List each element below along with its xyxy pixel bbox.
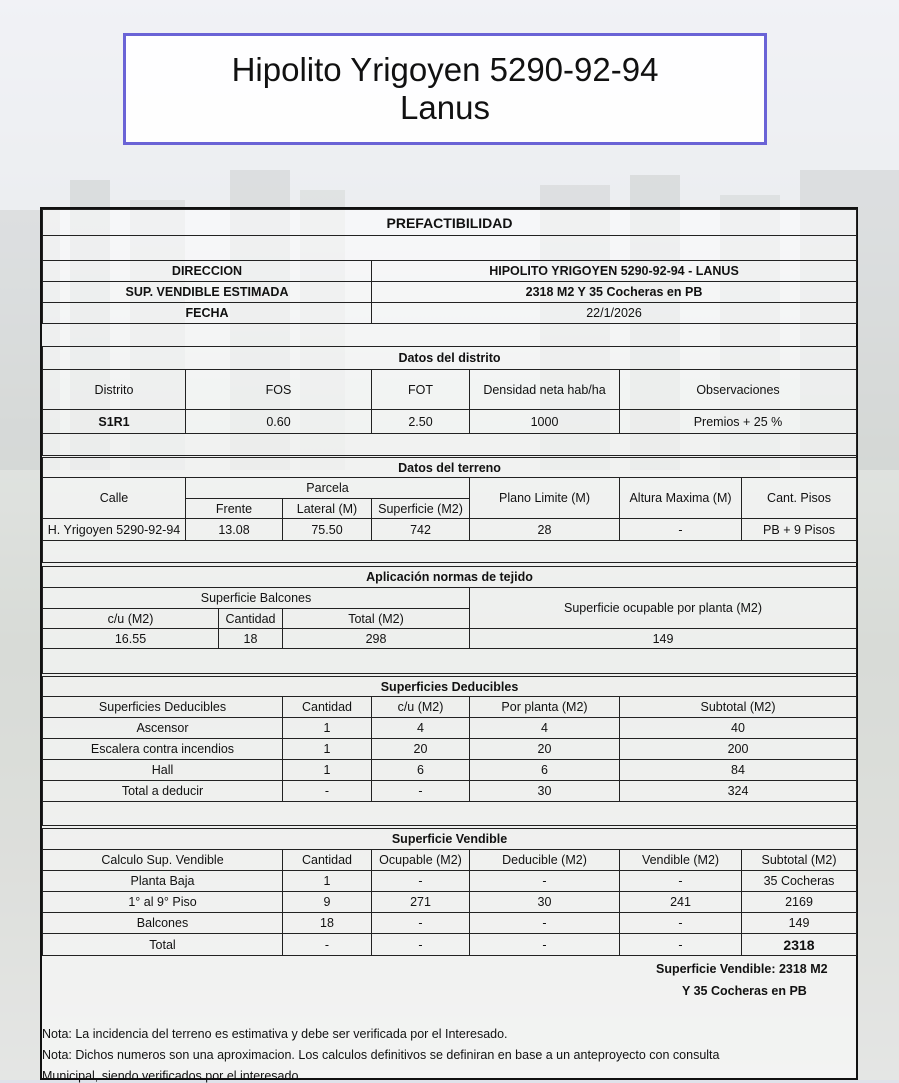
cell: 1 xyxy=(283,739,372,760)
terreno-table xyxy=(42,457,857,563)
col-header: Cantidad xyxy=(283,697,372,718)
spacer-row xyxy=(43,541,857,563)
col-header: c/u (M2) xyxy=(372,697,470,718)
cell: - xyxy=(372,934,470,956)
cell: 6 xyxy=(372,760,470,781)
cell: Balcones xyxy=(43,913,283,934)
cell: S1R1 xyxy=(43,410,186,434)
cell: Ascensor xyxy=(43,718,283,739)
spacer-row xyxy=(43,649,857,674)
title-line-2: Lanus xyxy=(400,89,490,126)
cell: 149 xyxy=(742,913,857,934)
tejido-title: Aplicación normas de tejido xyxy=(43,567,857,588)
cell: - xyxy=(283,934,372,956)
table-row xyxy=(43,781,857,802)
col-header: Plano Limite (M) xyxy=(470,478,620,519)
col-header: Distrito xyxy=(43,370,186,410)
col-header: Cantidad xyxy=(219,609,283,629)
cell: Escalera contra incendios xyxy=(43,739,283,760)
cell: - xyxy=(470,871,620,892)
info-value: HIPOLITO YRIGOYEN 5290-92-94 - LANUS xyxy=(372,261,857,282)
info-label: FECHA xyxy=(43,303,372,324)
table-row xyxy=(43,934,857,956)
cell: 241 xyxy=(620,892,742,913)
col-header: FOS xyxy=(186,370,372,410)
col-header: Total (M2) xyxy=(283,609,470,629)
terreno-title: Datos del terreno xyxy=(43,458,857,478)
cell: - xyxy=(620,871,742,892)
cell: 75.50 xyxy=(283,519,372,541)
col-header: Calle xyxy=(43,478,186,519)
table-row xyxy=(43,871,857,892)
table-row xyxy=(43,913,857,934)
cell: - xyxy=(283,781,372,802)
vendible-table xyxy=(42,828,857,956)
col-header: Superficie (M2) xyxy=(372,499,470,519)
cell: - xyxy=(372,913,470,934)
col-header: Superficie ocupable por planta (M2) xyxy=(470,588,857,629)
cell: Total a deducir xyxy=(43,781,283,802)
cell: 2169 xyxy=(742,892,857,913)
distrito-table xyxy=(42,346,857,456)
table-row xyxy=(43,892,857,913)
cell: 324 xyxy=(620,781,857,802)
col-header: Por planta (M2) xyxy=(470,697,620,718)
info-table xyxy=(42,209,857,324)
cell: 1° al 9° Piso xyxy=(43,892,283,913)
cell: 0.60 xyxy=(186,410,372,434)
cell: - xyxy=(620,913,742,934)
cell: - xyxy=(620,934,742,956)
cell: 1 xyxy=(283,760,372,781)
cell: 149 xyxy=(470,629,857,649)
spacer-row xyxy=(43,236,857,261)
note-2: Nota: Dichos numeros son una aproximacion. Los calculos definitivos se definiran en base a un anteproyecto con consulta xyxy=(42,1048,720,1062)
cell: 742 xyxy=(372,519,470,541)
deducibles-table xyxy=(42,676,857,826)
info-value: 22/1/2026 xyxy=(372,303,857,324)
col-header: Frente xyxy=(186,499,283,519)
cell: 13.08 xyxy=(186,519,283,541)
cell: 35 Cocheras xyxy=(742,871,857,892)
cell: 2318 xyxy=(742,934,857,956)
cell: - xyxy=(372,871,470,892)
col-header: Parcela xyxy=(186,478,470,499)
cell: 30 xyxy=(470,781,620,802)
cell: 271 xyxy=(372,892,470,913)
col-header: Deducible (M2) xyxy=(470,850,620,871)
note-3: Municipal, siendo verificados por el interesado. xyxy=(42,1069,302,1083)
info-label: SUP. VENDIBLE ESTIMADA xyxy=(43,282,372,303)
cell: 6 xyxy=(470,760,620,781)
table-row xyxy=(43,760,857,781)
cell: Hall xyxy=(43,760,283,781)
cell: - xyxy=(470,913,620,934)
table-row xyxy=(43,718,857,739)
cell: 200 xyxy=(620,739,857,760)
distrito-title: Datos del distrito xyxy=(43,347,857,370)
cell: 20 xyxy=(372,739,470,760)
cell: 84 xyxy=(620,760,857,781)
col-header: Cantidad xyxy=(283,850,372,871)
cell: 18 xyxy=(219,629,283,649)
col-header: Ocupable (M2) xyxy=(372,850,470,871)
cell: - xyxy=(620,519,742,541)
vendible-title: Superficie Vendible xyxy=(43,829,857,850)
sheet-heading: PREFACTIBILIDAD xyxy=(43,210,857,236)
title-line-1: Hipolito Yrigoyen 5290-92-94 xyxy=(231,51,659,88)
cell: 18 xyxy=(283,913,372,934)
cell: H. Yrigoyen 5290-92-94 xyxy=(43,519,186,541)
cell: 16.55 xyxy=(43,629,219,649)
col-header: Subtotal (M2) xyxy=(620,697,857,718)
deducibles-title: Superficies Deducibles xyxy=(43,677,857,697)
col-header: Observaciones xyxy=(620,370,857,410)
title-box xyxy=(123,33,767,145)
info-value: 2318 M2 Y 35 Cocheras en PB xyxy=(372,282,857,303)
col-header: Superficie Balcones xyxy=(43,588,470,609)
prefactibilidad-sheet xyxy=(40,207,858,1083)
spacer-row xyxy=(43,802,857,826)
cell: 4 xyxy=(372,718,470,739)
col-header: Cant. Pisos xyxy=(742,478,857,519)
col-header: Altura Maxima (M) xyxy=(620,478,742,519)
cell: Planta Baja xyxy=(43,871,283,892)
spacer-row xyxy=(43,434,857,456)
col-header: Densidad neta hab/ha xyxy=(470,370,620,410)
cell: 30 xyxy=(470,892,620,913)
cell: - xyxy=(470,934,620,956)
cell: Premios + 25 % xyxy=(620,410,857,434)
tejido-table xyxy=(42,566,857,674)
col-header: Lateral (M) xyxy=(283,499,372,519)
info-row xyxy=(43,282,857,303)
col-header: Calculo Sup. Vendible xyxy=(43,850,283,871)
cell: 1 xyxy=(283,871,372,892)
info-row xyxy=(43,261,857,282)
col-header: Vendible (M2) xyxy=(620,850,742,871)
cell: 298 xyxy=(283,629,470,649)
col-header: Subtotal (M2) xyxy=(742,850,857,871)
cell: Total xyxy=(43,934,283,956)
cell: 1000 xyxy=(470,410,620,434)
col-header: FOT xyxy=(372,370,470,410)
col-header: Superficies Deducibles xyxy=(43,697,283,718)
summary-line-2: Y 35 Cocheras en PB xyxy=(682,984,807,998)
cell: 4 xyxy=(470,718,620,739)
summary-line-1: Superficie Vendible: 2318 M2 xyxy=(656,962,828,976)
cell: 9 xyxy=(283,892,372,913)
cell: 28 xyxy=(470,519,620,541)
cell: 20 xyxy=(470,739,620,760)
cell: - xyxy=(372,781,470,802)
cell: 1 xyxy=(283,718,372,739)
table-row xyxy=(43,739,857,760)
note-1: Nota: La incidencia del terreno es estimativa y debe ser verificada por el Interesado. xyxy=(42,1027,508,1041)
cell: 2.50 xyxy=(372,410,470,434)
info-row xyxy=(43,303,857,324)
col-header: c/u (M2) xyxy=(43,609,219,629)
cell: PB + 9 Pisos xyxy=(742,519,857,541)
info-label: DIRECCION xyxy=(43,261,372,282)
cell: 40 xyxy=(620,718,857,739)
